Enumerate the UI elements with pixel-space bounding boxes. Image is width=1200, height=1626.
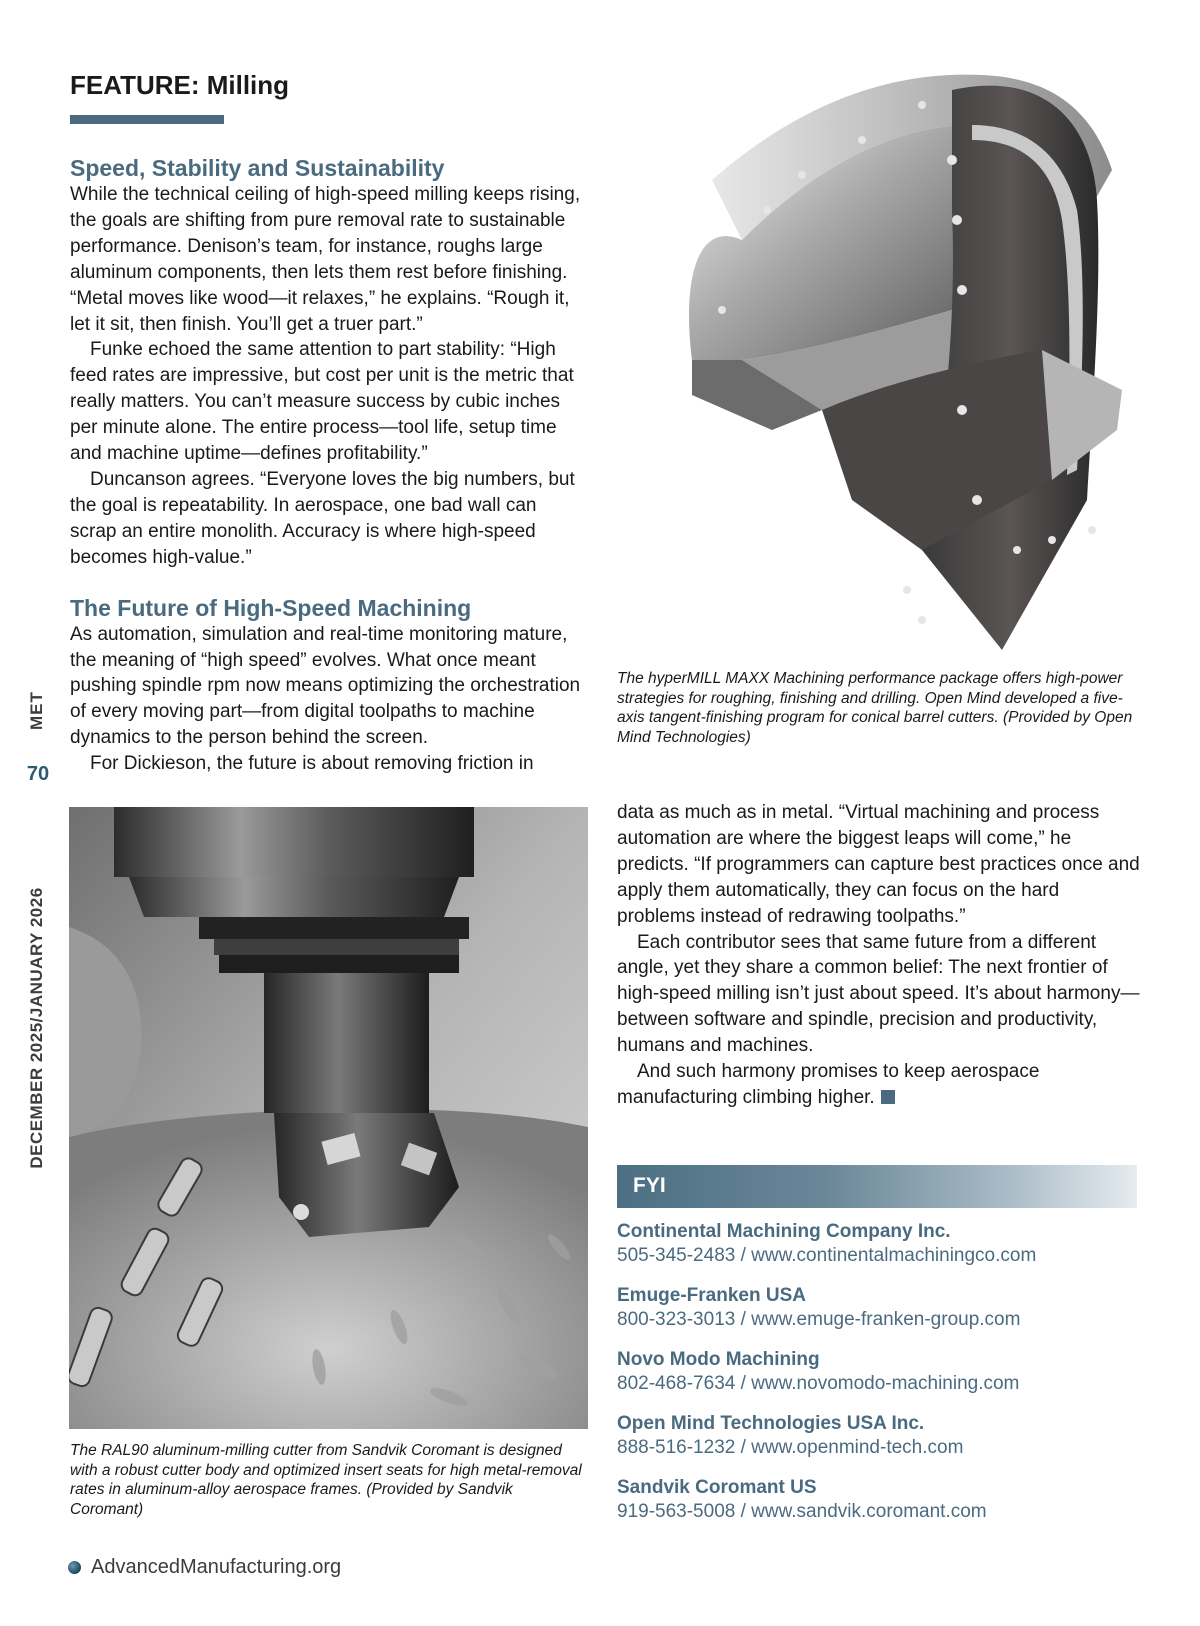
fyi-company-name: Novo Modo Machining — [617, 1349, 820, 1370]
fyi-contact-link[interactable]: 505-345-2483 / www.continentalmachiningco.com — [617, 1245, 1037, 1266]
figure-caption-hypermill: The hyperMILL MAXX Machining performance package offers high-power strategies for roughing, finishing and drilling. Open Mind developed a five-axis tangent-finishing program for conical barrel cutters. (Provided by Open Mind Technologies) — [617, 670, 1133, 746]
paragraph: As automation, simulation and real-time monitoring mature, the meaning of “high speed” evolves. What once meant pushing spindle rpm now means optimizing the orchestration of every moving part—from digital toolpaths to machine dynamics to the person behind the screen. — [70, 623, 581, 749]
fyi-company-name: Emuge-Franken USA — [617, 1285, 806, 1306]
subhead-future: The Future of High-Speed Machining — [70, 594, 472, 621]
paragraph: Funke echoed the same attention to part stability: “High feed rates are impressive, but cost per unit is the metric that really matters. You can’t measure success by cubic inches per minute alone. The entire process—tool life, setup time and machine uptime—defines profitability.” — [70, 339, 574, 465]
globe-icon — [68, 1561, 81, 1574]
issue-date: DECEMBER 2025/JANUARY 2026 — [27, 887, 46, 1169]
section-kicker: FEATURE: Milling — [70, 70, 290, 100]
paragraph-final — [617, 1059, 1140, 1111]
cutter-illustration — [69, 807, 588, 1429]
fyi-entry — [617, 1476, 1140, 1524]
fyi-contact-link[interactable]: 800-323-3013 / www.emuge-franken-group.com — [617, 1309, 1021, 1330]
fyi-entry — [617, 1348, 1140, 1396]
fyi-contact-link[interactable]: 888-516-1232 / www.openmind-tech.com — [617, 1437, 964, 1458]
article-right-column — [617, 800, 1140, 1111]
footer-site-link[interactable]: AdvancedManufacturing.org — [91, 1556, 342, 1578]
end-mark-icon — [881, 1090, 895, 1104]
page-footer — [68, 1556, 341, 1579]
figure-sandvik-cutter — [69, 807, 588, 1429]
machined-part-illustration — [622, 30, 1140, 660]
fyi-entry — [617, 1284, 1140, 1332]
fyi-entry — [617, 1412, 1140, 1460]
fyi-header-bar — [617, 1165, 1137, 1208]
page-number: 70 — [26, 763, 50, 785]
paragraph: Duncanson agrees. “Everyone loves the big numbers, but the goal is repeatability. In aerospace, one bad wall can scrap an entire monolith. Accuracy is where high-speed becomes high-value.” — [70, 468, 575, 568]
paragraph: For Dickieson, the future is about removing friction in — [90, 753, 534, 775]
fyi-contact-link[interactable]: 802-468-7634 / www.novomodo-machining.com — [617, 1373, 1020, 1394]
figure-caption-1-wrap — [617, 669, 1140, 747]
fyi-company-name: Sandvik Coromant US — [617, 1477, 817, 1498]
figure-hypermill-part — [622, 30, 1140, 660]
paragraph: Each contributor sees that same future from a different angle, yet they share a common belief: The next frontier of high-speed milling isn’t just about speed. It’s about harmony—between software and spindle, precision and productivity, humans and machines. — [617, 931, 1140, 1057]
figure-caption-2-wrap — [70, 1441, 585, 1519]
subhead-speed-stability: Speed, Stability and Sustainability — [70, 155, 445, 181]
paragraph: While the technical ceiling of high-speed milling keeps rising, the goals are shifting from pure removal rate to sustainable performance. Denison’s team, for instance, roughs large aluminum components, then lets them rest before finishing. “Metal moves like wood—it relaxes,” he explains. “Rough it, let it sit, then finish. You’ll get a truer part.” — [70, 184, 581, 335]
paragraph-final-text: And such harmony promises to keep aerospace manufacturing climbing higher. — [617, 1061, 1040, 1108]
fyi-company-name: Open Mind Technologies USA Inc. — [617, 1413, 925, 1434]
article-left-column — [70, 154, 585, 777]
paragraph: data as much as in metal. “Virtual machining and process automation are where the biggest leaps will come,” he predicts. “If programmers can capture best practices once and apply them automatically, they can focus on the hard problems instead of redrawing toolpaths.” — [617, 802, 1140, 927]
fyi-company-name: Continental Machining Company Inc. — [617, 1221, 951, 1242]
kicker-rule — [70, 115, 224, 124]
magazine-name: MET — [27, 691, 46, 730]
fyi-label: FYI — [633, 1174, 666, 1197]
fyi-entry — [617, 1220, 1140, 1268]
figure-caption-sandvik: The RAL90 aluminum-milling cutter from Sandvik Coromant is designed with a robust cutter body and optimized insert seats for high metal-removal rates in aluminum-alloy aerospace frames. (Provided by Sandvik Coromant) — [70, 1442, 582, 1518]
fyi-contact-link[interactable]: 919-563-5008 / www.sandvik.coromant.com — [617, 1501, 987, 1522]
